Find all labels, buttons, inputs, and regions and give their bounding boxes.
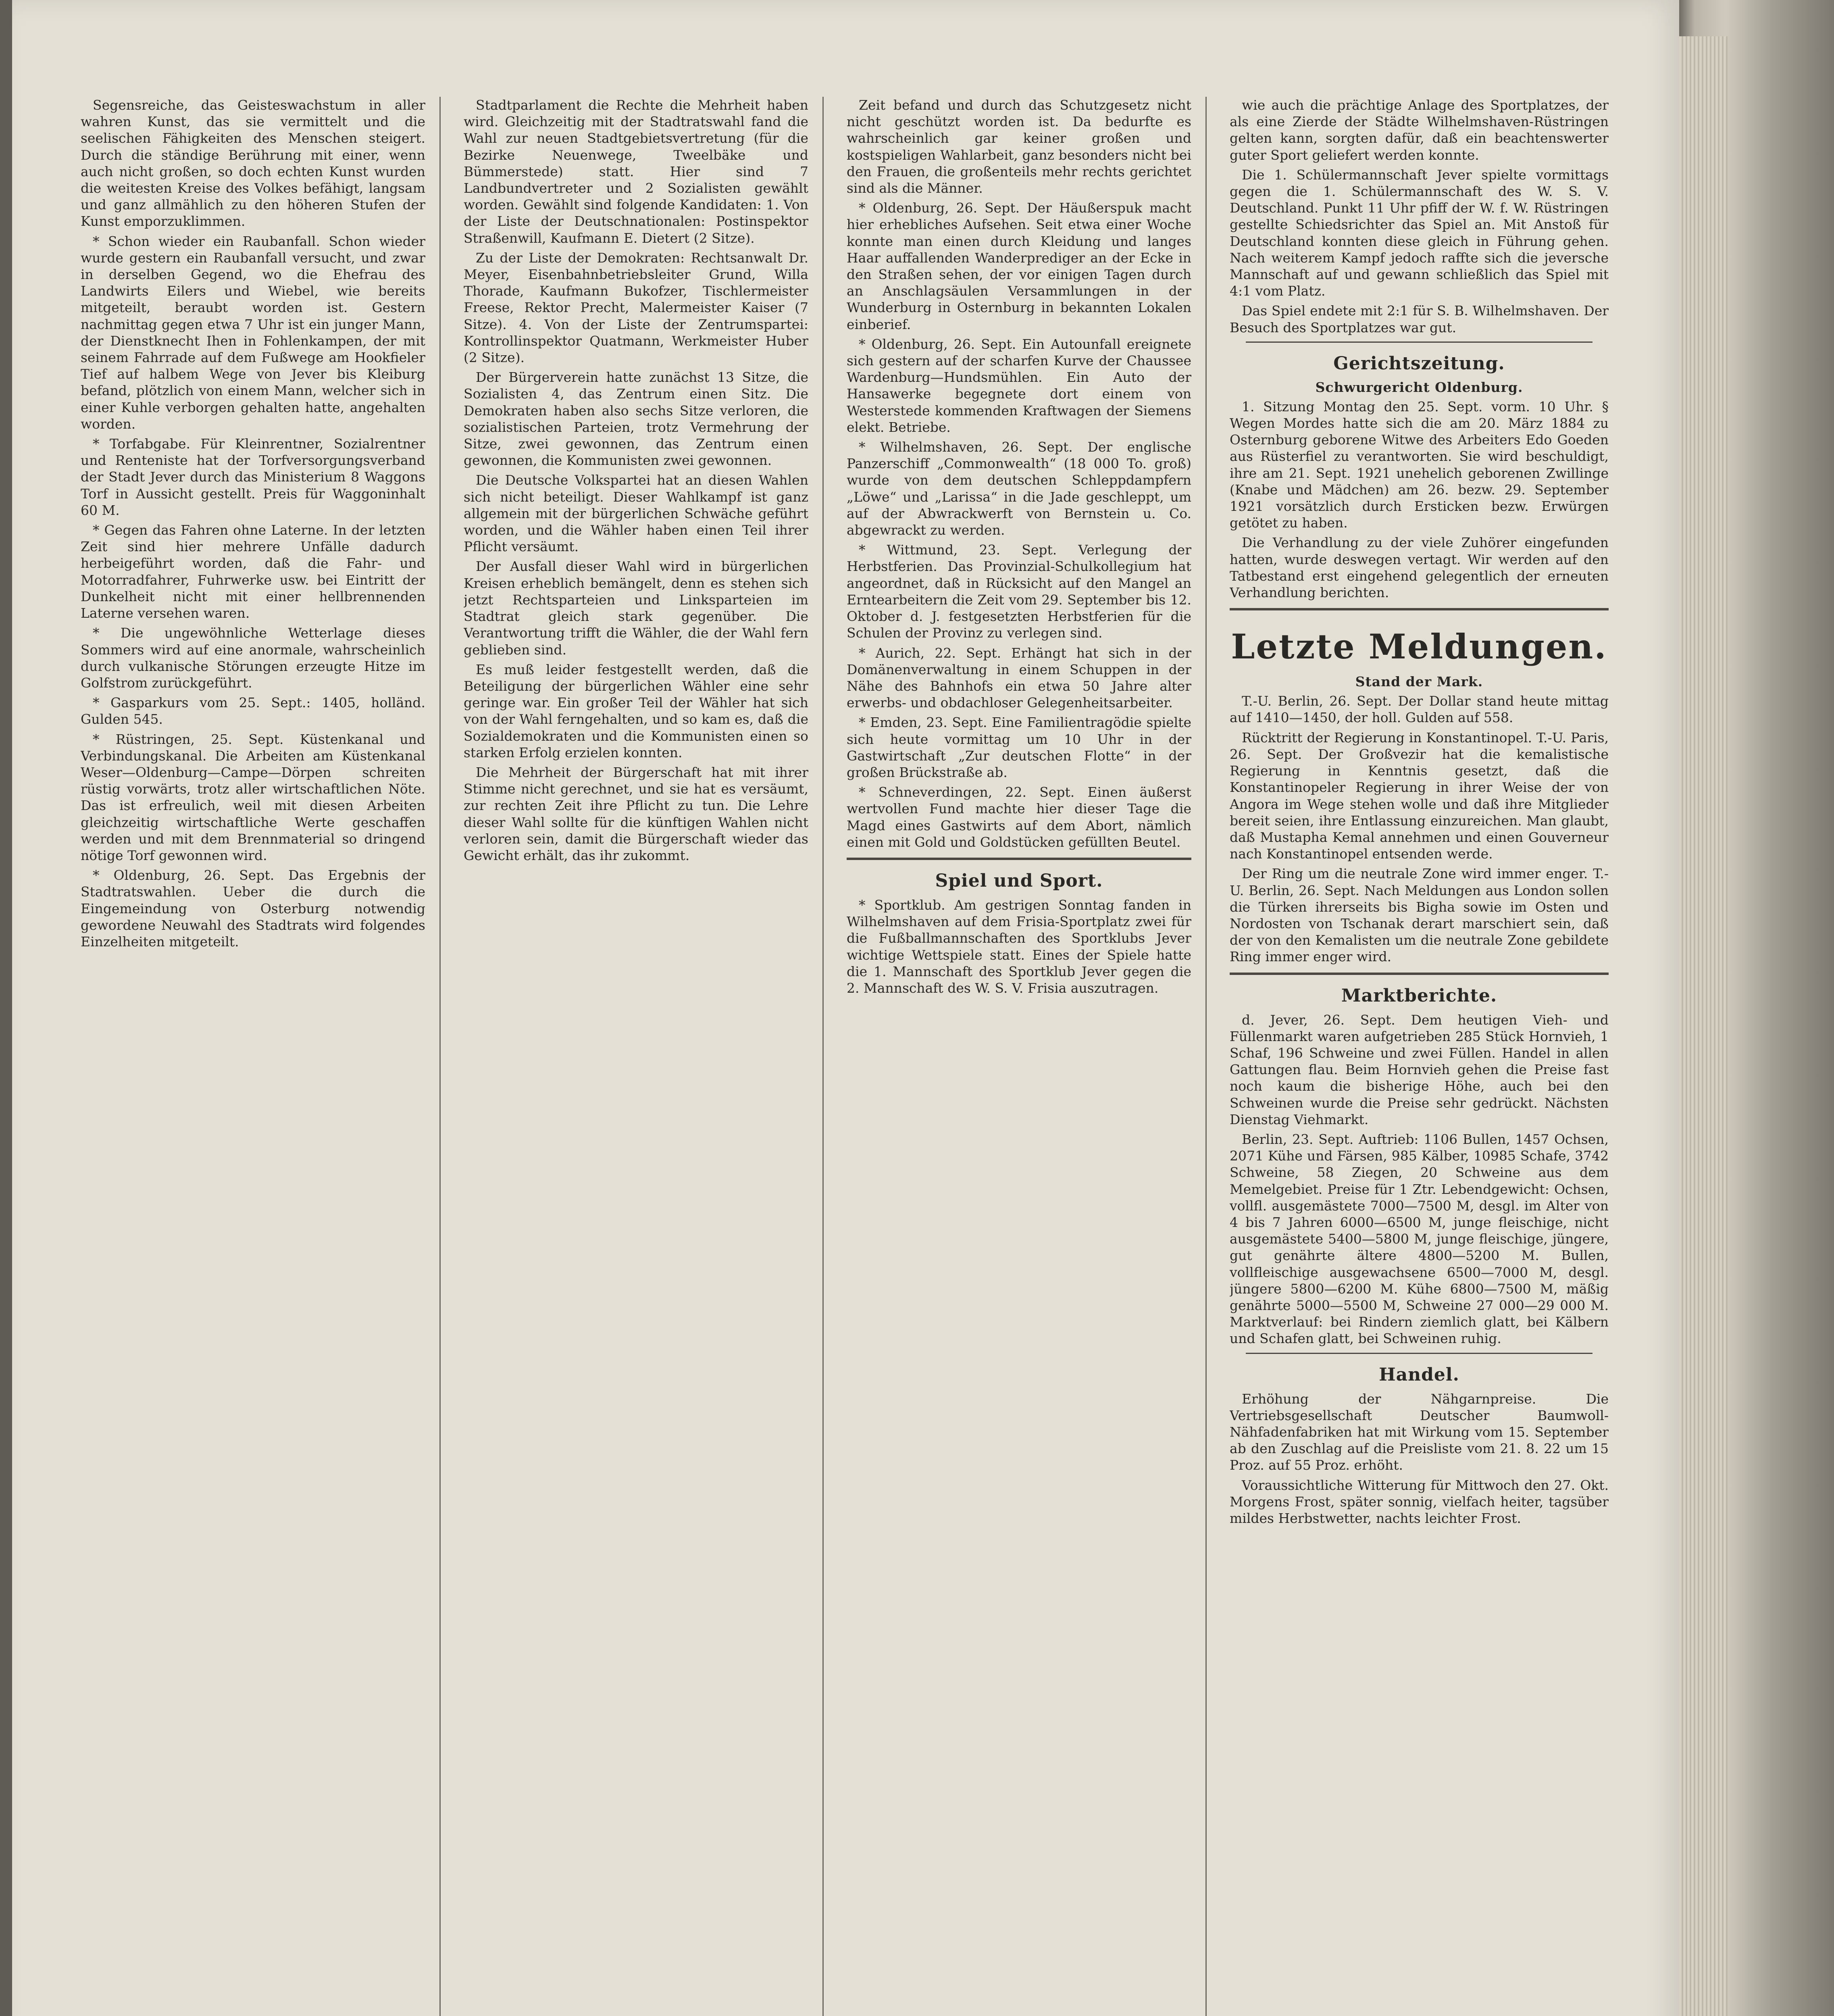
paragraph: Die Verhandlung zu der viele Zuhörer eingefunden hatten, wurde deswegen vertagt. Wir werden auf den Tatbestand erst eingehend gelegentlich der erneuten Verhandlung berichten.: [1230, 535, 1609, 601]
section-heading-court: Gerichtszeitung.: [1333, 353, 1505, 374]
paragraph: * Sportklub. Am gestrigen Sonntag fanden in Wilhelmshaven auf dem Frisia-Sportplatz zwei für die Fußballmannschaften des Sportklubs Jever wichtige Wettspiele statt. Eines der Spiele hatte die 1. Mannschaft des Sportklub Jever gegen die 2. Mannschaft des W. S. V. Frisia auszutragen.: [847, 897, 1191, 996]
column-rule: [439, 97, 441, 2016]
column-1: [81, 97, 425, 2016]
paragraph: * Die ungewöhnliche Wetterlage dieses Sommers wird auf eine anormale, wahrscheinlich durch vulkanische Störungen erzeugte Hitze im Golfstrom zurückgeführt.: [81, 625, 425, 691]
section-heading-sport: Spiel und Sport.: [935, 870, 1103, 891]
paragraph: * Oldenburg, 26. Sept. Ein Autounfall ereignete sich gestern auf der scharfen Kurve der Chaussee Wardenburg—Hundsmühlen. Ein Auto der Hansawerke begegnete dort einem von Westerstede kommenden Kraftwagen der Siemens elekt. Betriebe.: [847, 336, 1191, 435]
column-4: [1230, 97, 1609, 2016]
section-divider: [1230, 608, 1609, 610]
paragraph: Zu der Liste der Demokraten: Rechtsanwalt Dr. Meyer, Eisenbahnbetriebsleiter Grund, Willa Thorade, Kaufmann Bukofzer, Tischlermeister Freese, Rektor Precht, Malermeister Kaiser (7 Sitze). 4. Von der Liste der Zentrumspartei: Kontrollinspektor Quatmann, Werkmeister Huber (2 Sitze).: [464, 250, 808, 366]
paragraph: Zeit befand und durch das Schutzgesetz nicht nicht geschützt worden ist. Da bedurfte es wahrscheinlich gar keiner großen und kostspieligen Wahlarbeit, ganz besonders nicht bei den Frauen, die großenteils mehr rechts gerichtet sind als die Männer.: [847, 97, 1191, 196]
section-divider: [1246, 342, 1593, 343]
paragraph: * Gasparkurs vom 25. Sept.: 1405, holländ. Gulden 545.: [81, 695, 425, 727]
paragraph: * Schneverdingen, 22. Sept. Einen äußerst wertvollen Fund machte hier dieser Tage die Magd eines Gastwirts auf dem Abort, nämlich einen mit Gold und Goldstücken gefüllten Beutel.: [847, 784, 1191, 850]
section-subheading-court: Schwurgericht Oldenburg.: [1315, 379, 1523, 395]
paragraph: Berlin, 23. Sept. Auftrieb: 1106 Bullen, 1457 Ochsen, 2071 Kühe und Färsen, 985 Kälber, 10985 Schafe, 3742 Schweine, 58 Ziegen, 20 Schweine aus dem Memelgebiet. Preise für 1 Ztr. Lebendgewicht: Ochsen, vollfl. ausgemästete 7000—7500 M, desgl. im Alter von 4 bis 7 Jahren 6000—6500 M, junge fleischige, nicht ausgemästete 5400—5800 M, junge fleischige, jüngere, gut genährte ältere 4800—5200 M. Bullen, vollfleischige ausgewachsene 6500—7000 M, desgl. jüngere 5800—6200 M. Kühe 6800—7500 M, mäßig genährte 5000—5500 M, Schweine 27 000—29 000 M. Marktverlauf: bei Rindern ziemlich glatt, bei Kälbern und Schafen glatt, bei Schweinen ruhig.: [1230, 1131, 1609, 1347]
paragraph: Erhöhung der Nähgarnpreise. Die Vertriebsgesellschaft Deutscher Baumwoll-Nähfadenfabriken hat mit Wirkung vom 15. September ab den Zuschlag auf die Preisliste vom 21. 8. 22 um 15 Proz. auf 55 Proz. erhöht.: [1230, 1391, 1609, 1473]
paragraph: * Wilhelmshaven, 26. Sept. Der englische Panzerschiff „Commonwealth“ (18 000 To. groß) wurde von dem deutschen Schleppdampfern „Löwe“ und „Larissa“ in die Jade geschleppt, um auf der Abwrackwerft von Bernstein u. Co. abgewrackt zu werden.: [847, 439, 1191, 538]
paragraph: d. Jever, 26. Sept. Dem heutigen Vieh- und Füllenmarkt waren aufgetrieben 285 Stück Hornvieh, 1 Schaf, 196 Schweine und zwei Füllen. Handel in allen Gattungen flau. Beim Hornvieh gehen die Preise fast noch kaum die bisherige Höhe, auch bei den Schweinen wurde die Preise sehr gedrückt. Nächsten Dienstag Viehmarkt.: [1230, 1012, 1609, 1127]
paragraph: 1. Sitzung Montag den 25. Sept. vorm. 10 Uhr. § Wegen Mordes hatte sich die am 20. März 1884 zu Osternburg geborene Witwe des Arbeiters Edo Goeden aus Rüsterfiel zu verantworten. Sie wird beschuldigt, ihre am 21. Sept. 1921 unehelich geborenen Zwillinge (Knabe und Mädchen) am 26. bezw. 29. September 1921 vorsätzlich durch Ersticken bezw. Erwürgen getötet zu haben.: [1230, 398, 1609, 531]
paragraph: Die 1. Schülermannschaft Jever spielte vormittags gegen die 1. Schülermannschaft des W. S. V. Deutschland. Punkt 11 Uhr pfiff der W. f. W. Rüstringen gestellte Schiedsrichter das Spiel an. Mit Anstoß für Deutschland konnten diese gleich in Führung gehen. Nach weiterem Kampf jedoch raffte sich die jeversche Mannschaft auf und gewann schließlich das Spiel mit 4:1 vom Platz.: [1230, 167, 1609, 299]
news-subheading: Stand der Mark.: [1355, 674, 1483, 690]
newspaper-page: [12, 0, 1679, 2016]
paragraph: T.-U. Berlin, 26. Sept. Der Dollar stand heute mittag auf 1410—1450, der holl. Gulden auf 558.: [1230, 693, 1609, 726]
column-2: [464, 97, 808, 2016]
paragraph: Der Bürgerverein hatte zunächst 13 Sitze, die Sozialisten 4, das Zentrum einen Sitz. Die Demokraten haben also sechs Sitze verloren, die sozialistischen Parteien, trotz Vermehrung der Sitze, zwei gewonnen, das Zentrum einen gewonnen, die Kommunisten zwei gewonnen.: [464, 369, 808, 469]
page-edges: [1679, 36, 1728, 2016]
column-rule: [1205, 97, 1207, 2016]
paragraph: * Emden, 23. Sept. Eine Familientragödie spielte sich heute vormittag um 10 Uhr in der Gastwirtschaft „Zur deutschen Flotte“ in der großen Brückstraße ab.: [847, 714, 1191, 780]
column-3: [847, 97, 1191, 2016]
paragraph: Der Ausfall dieser Wahl wird in bürgerlichen Kreisen erheblich bemängelt, denn es stehen sich jetzt Rechtsparteien und Linksparteien im Stadtrat gleich stark gegenüber. Die Verantwortung trifft die Wähler, die der Wahl fern geblieben sind.: [464, 558, 808, 658]
paragraph: Die Mehrheit der Bürgerschaft hat mit ihrer Stimme nicht gerechnet, und sie hat es versäumt, zur rechten Zeit ihre Pflicht zu tun. Die Lehre dieser Wahl sollte für die künftigen Wahlen nicht verloren sein, damit die Bürgerschaft wieder das Gewicht erhält, das ihr zukommt.: [464, 764, 808, 863]
section-heading-market: Marktberichte.: [1341, 985, 1497, 1006]
paragraph: * Wittmund, 23. Sept. Verlegung der Herbstferien. Das Provinzial-Schulkollegium hat angeordnet, daß in Rücksicht auf den Mangel an Erntearbeitern die Zeit vom 29. September bis 12. Oktober d. J. festgesetzten Herbstferien für die Schulen der Provinz zu verlegen sind.: [847, 542, 1191, 641]
paragraph: * Rüstringen, 25. Sept. Küstenkanal und Verbindungskanal. Die Arbeiten am Küstenkanal Weser—Oldenburg—Campe—Dörpen schreiten rüstig vorwärts, trotz aller wirtschaftlichen Nöte. Das ist erfreulich, weil mit diesen Arbeiten gleichzeitig wirtschaftliche Werte geschaffen werden und mit dem Brennmaterial so dringend nötige Torf gewonnen wird.: [81, 731, 425, 863]
paragraph: * Oldenburg, 26. Sept. Der Häußerspuk macht hier erhebliches Aufsehen. Seit etwa einer Woche konnte man einen durch Kleidung und langes Haar auffallenden Wanderprediger an der Ecke in den Straßen sehen, der vor einigen Tagen durch an Anschlagsäulen Versammlungen in der Wunderburg in Osternburg in bekannten Lokalen einberief.: [847, 200, 1191, 332]
paragraph: Das Spiel endete mit 2:1 für S. B. Wilhelmshaven. Der Besuch des Sportplatzes war gut.: [1230, 303, 1609, 335]
section-divider: [1230, 973, 1609, 975]
paragraph: wie auch die prächtige Anlage des Sportplatzes, der als eine Zierde der Städte Wilhelmshaven-Rüstringen gelten kann, sorgten dafür, daß ein beachtenswerter guter Sport geliefert werden konnte.: [1230, 97, 1609, 163]
section-divider: [1246, 1353, 1593, 1354]
paragraph: Es muß leider festgestellt werden, daß die Beteiligung der bürgerlichen Wähler eine sehr geringe war. Ein großer Teil der Wähler hat sich von der Wahl ferngehalten, und so kam es, daß die Sozialdemokraten und die Kommunisten einen so starken Erfolg erzielen konnten.: [464, 661, 808, 760]
paragraph: * Schon wieder ein Raubanfall. Schon wieder wurde gestern ein Raubanfall versucht, und zwar in derselben Gegend, wo die Ehefrau des Landwirts Eilers und Wiebel, wie bereits mitgeteilt, beraubt worden ist. Gestern nachmittag gegen etwa 7 Uhr ist ein junger Mann, der Dienstknecht Ihen in Fohlenkampen, der mit seinem Fahrrade auf dem Fußwege am Hookfieler Tief auf halbem Wege von Jever bis Kleiburg befand, plötzlich von einem Mann, welcher sich in einer Kuhle verborgen gehalten hatte, angehalten worden.: [81, 233, 425, 432]
paragraph: Segensreiche, das Geisteswachstum in aller wahren Kunst, das sie vermittelt und die seelischen Fähigkeiten des Menschen steigert. Durch die ständige Berührung mit einer, wenn auch nicht großen, so doch echten Kunst wurden die weitesten Kreise des Volkes befähigt, langsam und ganz allmählich zu den höheren Stufen der Kunst emporzuklimmen.: [81, 97, 425, 229]
book-spine-shadow: [0, 0, 12, 2016]
paragraph: * Gegen das Fahren ohne Laterne. In der letzten Zeit sind hier mehrere Unfälle dadurch herbeigeführt worden, daß die Fahr- und Motorradfahrer, Fuhrwerke usw. bei Eintritt der Dunkelheit nicht mit einer hellbrennenden Laterne versehen waren.: [81, 522, 425, 621]
paragraph: Der Ring um die neutrale Zone wird immer enger. T.-U. Berlin, 26. Sept. Nach Meldungen aus London sollen die Türken ihrerseits bis Bigha sowie im Osten und Nordosten von Tschanak derart marschiert sein, daß der von den Kemalisten um die neutrale Zone gebildete Ring immer enger wird.: [1230, 866, 1609, 965]
section-heading-trade: Handel.: [1379, 1364, 1459, 1385]
paragraph: * Torfabgabe. Für Kleinrentner, Sozialrentner und Renteniste hat der Torfversorgungsverband der Stadt Jever durch das Ministerium 8 Waggons Torf in Aussicht gestellt. Preis für Waggoninhalt 60 M.: [81, 436, 425, 518]
paragraph: * Aurich, 22. Sept. Erhängt hat sich in der Domänenverwaltung in einem Schuppen in der Nähe des Bahnhofs ein etwa 50 Jahre alter erwerbs- und obdachloser Gelegenheitsarbeiter.: [847, 645, 1191, 711]
paragraph: Stadtparlament die Rechte die Mehrheit haben wird. Gleichzeitig mit der Stadtratswahl fand die Wahl zur neuen Stadtgebietsvertretung (für die Bezirke Neuenwege, Tweelbäke und Bümmerstede) statt. Hier sind 7 Landbundvertreter und 2 Sozialisten gewählt worden. Gewählt sind folgende Kandidaten: 1. Von der Liste der Deutschnationalen: Postinspektor Straßenwill, Kaufmann E. Dietert (2 Sitze).: [464, 97, 808, 246]
paragraph: Die Deutsche Volkspartei hat an diesen Wahlen sich nicht beteiligt. Dieser Wahlkampf ist ganz allgemein mit der bürgerlichen Schwäche geführt worden, und die Wähler haben einen Teil ihrer Pflicht versäumt.: [464, 472, 808, 555]
paragraph: * Oldenburg, 26. Sept. Das Ergebnis der Stadtratswahlen. Ueber die durch die Eingemeindung von Osterburg notwendig gewordene Neuwahl des Stadtrats wird folgendes Einzelheiten mitgeteilt.: [81, 867, 425, 950]
section-divider: [847, 858, 1191, 860]
column-rule: [822, 97, 824, 2016]
paragraph: Rücktritt der Regierung in Konstantinopel. T.-U. Paris, 26. Sept. Der Großvezir hat die kemalistische Regierung in Kenntnis gesetzt, daß die Konstantinopeler Regierung in ihrer Weise der von Angora im Wege stehen wolle und daß ihre Mitglieder bereit seien, ihre Entlassung einzureichen. Man glaubt, daß Mustapha Kemal annehmen und einen Gouverneur nach Konstantinopel entsenden werde.: [1230, 729, 1609, 862]
paragraph: Voraussichtliche Witterung für Mittwoch den 27. Okt. Morgens Frost, später sonnig, vielfach heiter, tagsüber mildes Herbstwetter, nachts leichter Frost.: [1230, 1477, 1609, 1527]
section-heading-latest-news: Letzte Meldungen.: [1231, 627, 1607, 667]
